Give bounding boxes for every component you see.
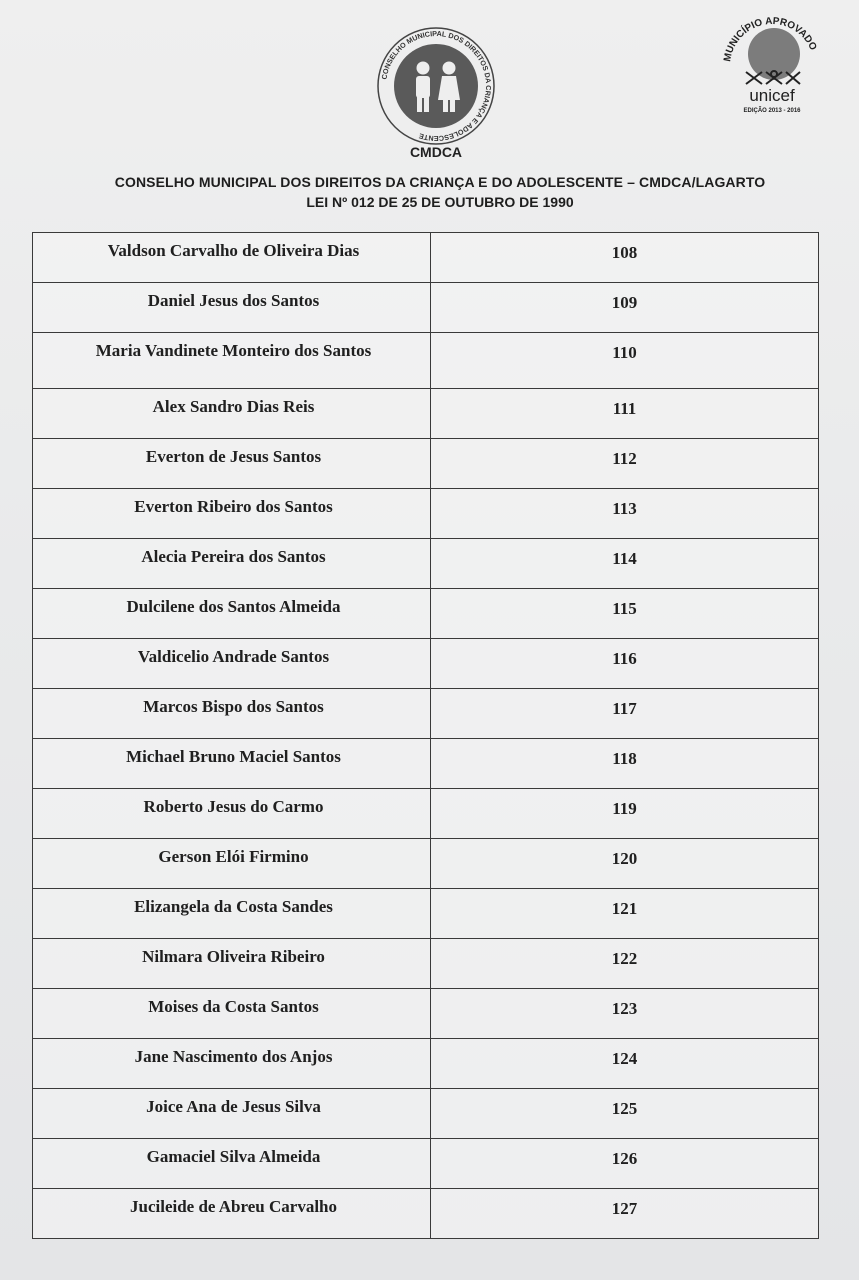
name-cell: Dulcilene dos Santos Almeida (33, 589, 431, 638)
table-row (33, 639, 818, 689)
name-cell: Jucileide de Abreu Carvalho (33, 1189, 431, 1238)
table-row (33, 889, 818, 939)
name-cell: Moises da Costa Santos (33, 989, 431, 1038)
number-cell: 110 (612, 343, 637, 362)
name-cell: Gerson Elói Firmino (33, 839, 431, 888)
number-cell: 112 (612, 449, 637, 468)
number-cell: 113 (612, 499, 637, 518)
number-cell: 118 (612, 749, 637, 768)
table-row (33, 439, 818, 489)
name-cell: Maria Vandinete Monteiro dos Santos (33, 333, 431, 388)
number-cell: 119 (612, 799, 637, 818)
name-cell: Valdson Carvalho de Oliveira Dias (33, 233, 431, 282)
table-row (33, 689, 818, 739)
number-cell: 108 (611, 243, 638, 262)
name-cell: Michael Bruno Maciel Santos (33, 739, 431, 788)
number-cell: 109 (611, 293, 638, 312)
table-row (33, 1139, 818, 1189)
name-cell: Elizangela da Costa Sandes (33, 889, 431, 938)
number-cell: 121 (611, 899, 638, 918)
name-cell: Nilmara Oliveira Ribeiro (33, 939, 431, 988)
table-row (33, 283, 818, 333)
name-cell: Marcos Bispo dos Santos (33, 689, 431, 738)
table-row (33, 389, 818, 439)
name-cell: Roberto Jesus do Carmo (33, 789, 431, 838)
cmdca-seal-logo (376, 26, 496, 146)
table-row (33, 589, 818, 639)
document-subtitle: LEI Nº 012 DE 25 DE OUTUBRO DE 1990 (306, 194, 574, 210)
number-cell: 111 (612, 399, 637, 418)
number-cell: 123 (611, 999, 638, 1018)
table-row (33, 1039, 818, 1089)
name-cell: Everton Ribeiro dos Santos (33, 489, 431, 538)
number-cell: 122 (611, 949, 638, 968)
table-row (33, 233, 818, 283)
number-cell: 125 (611, 1099, 638, 1118)
cmdca-ring-text: CONSELHO MUNICIPAL DOS DIREITOS DA CRIANÇA E ADOLESCENTE (379, 28, 494, 144)
table-row (33, 939, 818, 989)
number-cell: 126 (611, 1149, 638, 1168)
number-cell: 120 (611, 849, 638, 868)
number-cell: 115 (612, 599, 637, 618)
unicef-brand: unicef (749, 86, 795, 105)
table-row (33, 1089, 818, 1139)
number-cell: 117 (612, 699, 637, 718)
table-row (33, 539, 818, 589)
table-row (33, 839, 818, 889)
name-cell: Valdicelio Andrade Santos (33, 639, 431, 688)
table-row (33, 739, 818, 789)
table-row (33, 489, 818, 539)
document-title: CONSELHO MUNICIPAL DOS DIREITOS DA CRIANÇA E DO ADOLESCENTE – CMDCA/LAGARTO (114, 174, 766, 190)
cmdca-label: CMDCA (409, 144, 463, 160)
name-cell: Everton de Jesus Santos (33, 439, 431, 488)
number-cell: 124 (611, 1049, 638, 1068)
name-cell: Jane Nascimento dos Anjos (33, 1039, 431, 1088)
table-row (33, 989, 818, 1039)
name-cell: Joice Ana de Jesus Silva (33, 1089, 431, 1138)
table-row (33, 789, 818, 839)
names-table (32, 232, 819, 1239)
number-cell: 127 (611, 1199, 638, 1218)
name-cell: Gamaciel Silva Almeida (33, 1139, 431, 1188)
name-cell: Daniel Jesus dos Santos (33, 283, 431, 332)
unicef-ring-text: MUNICÍPIO APROVADO (722, 15, 819, 63)
name-cell: Alecia Pereira dos Santos (33, 539, 431, 588)
number-cell: 116 (612, 649, 637, 668)
name-cell: Alex Sandro Dias Reis (33, 389, 431, 438)
unicef-edition: EDIÇÃO 2013 - 2016 (743, 108, 801, 114)
table-row (33, 1189, 818, 1239)
table-row (33, 333, 818, 389)
unicef-seal-logo (718, 8, 822, 118)
number-cell: 114 (612, 549, 637, 568)
